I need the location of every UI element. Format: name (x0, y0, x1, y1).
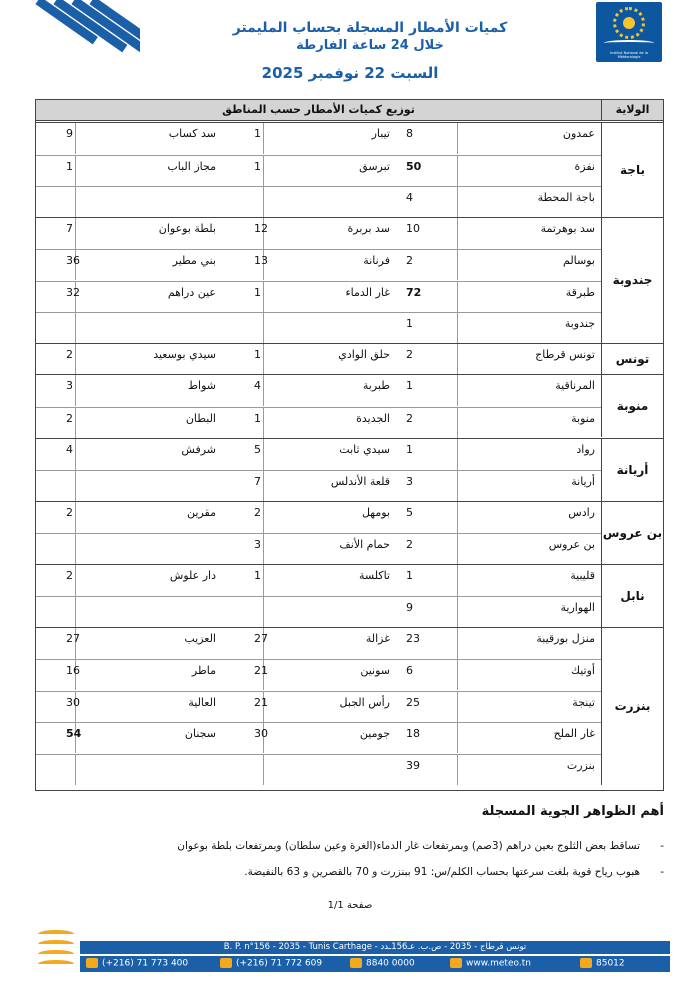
station-name: باجة المحطة (537, 191, 595, 205)
rainfall-value (36, 755, 76, 785)
rainfall-value: 1 (224, 344, 264, 375)
table-row (36, 407, 601, 438)
rainfall-value: 1 (224, 282, 264, 312)
table-row (36, 565, 601, 596)
header-distribution: توزيع كميات الأمطار حسب المناطق (222, 103, 415, 116)
web-icon (450, 958, 462, 968)
rainfall-value: 13 (224, 250, 264, 280)
rainfall-value: 12 (224, 218, 264, 249)
rainfall-value: 5 (224, 439, 264, 470)
station-name: البطان (185, 411, 216, 425)
governorate-group (36, 122, 663, 217)
station-name: سجنان (184, 727, 216, 741)
bullet-dash: - (660, 866, 664, 878)
station-name: منوبة (571, 411, 595, 425)
rainfall-value: 1 (224, 565, 264, 596)
rainfall-value (36, 187, 76, 217)
station-name: بلطة بوعوان (158, 221, 216, 235)
rainfall-value: 4 (36, 439, 76, 470)
phenomenon-text: تساقط بعض الثلوج بعين دراهم (3صم) وبمرتفعات غار الدماء(الغرة وعين سلطان) وبمرتفعات بلطة بوعوان (177, 840, 640, 852)
wave-icon (604, 40, 654, 46)
station-name: تبرسق (359, 159, 390, 173)
governorate-group (36, 217, 663, 343)
station-name: مجاز الباب (167, 159, 216, 173)
station-name: شواط (187, 379, 216, 393)
header-wilaya: الولاية (601, 100, 663, 120)
rainfall-value (224, 187, 264, 217)
rainfall-value: 3 (398, 471, 458, 501)
station-name: بنزرت (566, 758, 595, 772)
rainfall-value: 8 (398, 123, 458, 154)
footer-contacts (80, 956, 670, 972)
governorate-name: تونس (601, 344, 663, 375)
rainfall-table (35, 99, 664, 791)
station-name: مقرين (187, 505, 216, 519)
station-name: قلعة الأندلس (330, 475, 390, 489)
station-name: رأس الجبل (339, 695, 390, 709)
rainfall-value: 2 (398, 534, 458, 564)
station-name: أريانة (571, 475, 595, 489)
footer-code: 85012 (596, 958, 625, 969)
rainfall-value: 2 (224, 502, 264, 533)
rainfall-value (36, 313, 76, 343)
logo-text: Institut National de la Météorologie (610, 51, 648, 59)
rainfall-value: 1 (398, 565, 458, 596)
table-row (36, 533, 601, 564)
rainfall-value: 39 (398, 755, 458, 785)
phenomenon-item (64, 866, 664, 882)
inm-logo (596, 2, 662, 62)
table-row (36, 502, 601, 533)
footer-fax: (+216) 71 772 609 (236, 958, 323, 969)
decorative-stripes (30, 0, 140, 70)
rainfall-value: 1 (224, 123, 264, 154)
table-row (36, 218, 601, 249)
rainfall-value: 2 (398, 408, 458, 438)
rainfall-value: 30 (36, 692, 76, 722)
phone-icon (86, 958, 98, 968)
governorate-name: جندوبة (601, 218, 663, 343)
station-name: سد بوهرتمة (540, 221, 595, 235)
table-row (36, 659, 601, 690)
rainfall-value: 2 (36, 502, 76, 533)
table-row (36, 439, 601, 470)
station-name: غزالة (365, 631, 390, 645)
rainfall-value: 1 (398, 313, 458, 343)
report-date: السبت 22 نوفمبر 2025 (261, 64, 439, 82)
station-name (264, 187, 398, 217)
station-name: عمدون (562, 127, 595, 140)
station-name: غار الدماء (345, 285, 390, 299)
station-name: تيبار (371, 127, 390, 140)
rainfall-value: 2 (36, 344, 76, 375)
governorate-name: باجة (601, 123, 663, 217)
rainfall-value: 9 (398, 597, 458, 627)
phenomenon-item (64, 840, 664, 856)
report-title: كميات الأمطار المسجلة بحساب المليمتر (232, 20, 508, 36)
station-name: قليبية (570, 568, 595, 582)
table-row (36, 470, 601, 501)
footer (30, 928, 670, 978)
table-row (36, 344, 601, 375)
rainfall-value: 50 (398, 156, 458, 186)
rainfall-value: 4 (398, 187, 458, 217)
fax-icon (220, 958, 232, 968)
station-name: العزيب (184, 631, 216, 645)
station-name: عين دراهم (167, 285, 216, 299)
governorate-group (36, 627, 663, 785)
rainfall-value: 1 (398, 439, 458, 470)
rainfall-value: 25 (398, 692, 458, 722)
governorate-group (36, 564, 663, 627)
station-name: تاكلسة (358, 568, 390, 582)
station-name: العالية (188, 695, 216, 709)
station-name: أوتيك (570, 664, 595, 678)
station-name (76, 313, 224, 343)
table-row (36, 155, 601, 186)
station-name: جومين (359, 727, 390, 741)
governorate-group (36, 501, 663, 564)
rainfall-value: 72 (398, 282, 458, 312)
governorate-group (36, 438, 663, 501)
footer-sms: 8840 0000 (366, 958, 415, 969)
station-name: بوسالم (563, 254, 595, 268)
sms-icon (350, 958, 362, 968)
station-name (264, 755, 398, 785)
rainfall-value: 1 (36, 156, 76, 186)
rainfall-value: 4 (224, 375, 264, 406)
station-name (76, 597, 224, 627)
station-name: طبرقة (565, 285, 595, 299)
station-name: منزل بورقيبة (536, 631, 595, 645)
station-name: سد كساب (168, 127, 216, 140)
rainfall-value: 2 (36, 565, 76, 596)
rainfall-value: 23 (398, 628, 458, 659)
footer-address: B. P. n°156 - 2035 - Tunis Carthage - تونس قرطاج - 2035 - ص.ب. عـ156ـدد (80, 941, 670, 954)
rainfall-value: 21 (224, 692, 264, 722)
rainfall-value: 27 (36, 628, 76, 659)
station-name: سيدي ثابت (339, 442, 390, 456)
rainfall-value: 54 (36, 723, 76, 753)
report-subtitle: خلال 24 ساعة الفارطة (296, 38, 444, 53)
rainfall-value: 5 (398, 502, 458, 533)
rainfall-value (224, 597, 264, 627)
station-name (264, 313, 398, 343)
rainfall-value: 3 (224, 534, 264, 564)
station-name: تونس قرطاج (535, 347, 595, 361)
footer-phone: (+216) 71 773 400 (102, 958, 189, 969)
phenomena-title: أهم الظواهر الجوية المسجلة (481, 804, 664, 819)
station-name: الجديدة (356, 411, 390, 425)
footer-logo (38, 928, 74, 974)
rainfall-value: 30 (224, 723, 264, 753)
footer-web[interactable]: www.meteo.tn (466, 958, 531, 969)
rainfall-value: 32 (36, 282, 76, 312)
rainfall-value: 2 (398, 250, 458, 280)
station-name: بني مطير (172, 254, 216, 268)
rainfall-value: 21 (224, 660, 264, 690)
table-row (36, 281, 601, 312)
rainfall-value: 6 (398, 660, 458, 690)
rainfall-value (36, 471, 76, 501)
rainfall-value (36, 534, 76, 564)
station-name (76, 534, 224, 564)
governorate-name: نابل (601, 565, 663, 627)
station-name (264, 597, 398, 627)
rainfall-value: 1 (224, 156, 264, 186)
rainfall-value: 10 (398, 218, 458, 249)
rainfall-value: 36 (36, 250, 76, 280)
table-row (36, 186, 601, 217)
table-row (36, 375, 601, 406)
rainfall-value (224, 755, 264, 785)
station-name: حلق الوادي (338, 347, 390, 361)
rainfall-value: 1 (224, 408, 264, 438)
station-name: رادس (568, 505, 595, 519)
station-name: بن عروس (548, 538, 595, 552)
table-row (36, 691, 601, 722)
rainfall-value: 1 (398, 375, 458, 406)
station-name (76, 471, 224, 501)
rainfall-value (36, 597, 76, 627)
table-row (36, 123, 601, 154)
station-name (76, 755, 224, 785)
mail-icon (580, 958, 592, 968)
rainfall-value (224, 313, 264, 343)
rainfall-value: 7 (224, 471, 264, 501)
station-name: فرنانة (363, 254, 390, 268)
governorate-group (36, 374, 663, 437)
table-row (36, 249, 601, 280)
table-header-row (36, 100, 663, 121)
bullet-dash: - (660, 840, 664, 852)
governorate-group (36, 343, 663, 375)
governorate-name: أريانة (601, 439, 663, 501)
station-name: المرناقية (555, 379, 595, 393)
rainfall-value: 2 (398, 344, 458, 375)
rainfall-value: 2 (36, 408, 76, 438)
station-name (76, 187, 224, 217)
station-name: شرفش (181, 442, 216, 456)
governorate-name: بنزرت (601, 628, 663, 785)
station-name: جندوبة (564, 317, 595, 331)
page-number: صفحة 1/1 (327, 900, 373, 911)
table-row (36, 722, 601, 753)
station-name: حمام الأنف (339, 538, 390, 552)
rainfall-value: 3 (36, 375, 76, 406)
rainfall-value: 7 (36, 218, 76, 249)
station-name: طبربة (362, 379, 390, 393)
table-row (36, 596, 601, 627)
station-name: نفزة (574, 159, 595, 173)
station-name: الهوارية (560, 601, 595, 615)
table-row (36, 754, 601, 785)
station-name: ماطر (191, 664, 216, 678)
station-name: بومهل (361, 505, 390, 519)
station-name: سد بربرة (347, 221, 390, 235)
table-row (36, 312, 601, 343)
station-name: تينجة (572, 695, 595, 709)
phenomenon-text: هبوب رياح قوية بلغت سرعتها بحساب الكلم/س: 91 ببنزرت و 70 بالقصرين و 63 بالنفيضة. (244, 866, 640, 878)
governorate-name: بن عروس (601, 502, 663, 564)
table-row (36, 628, 601, 659)
rainfall-value: 9 (36, 123, 76, 154)
station-name: سونين (360, 664, 390, 678)
rainfall-value: 18 (398, 723, 458, 753)
governorate-name: منوبة (601, 375, 663, 437)
rainfall-value: 27 (224, 628, 264, 659)
rainfall-value: 16 (36, 660, 76, 690)
station-name: غار الملح (553, 727, 595, 741)
station-name: سيدي بوسعيد (153, 347, 216, 361)
station-name: دار علوش (169, 568, 216, 582)
station-name: رواد (576, 442, 595, 456)
